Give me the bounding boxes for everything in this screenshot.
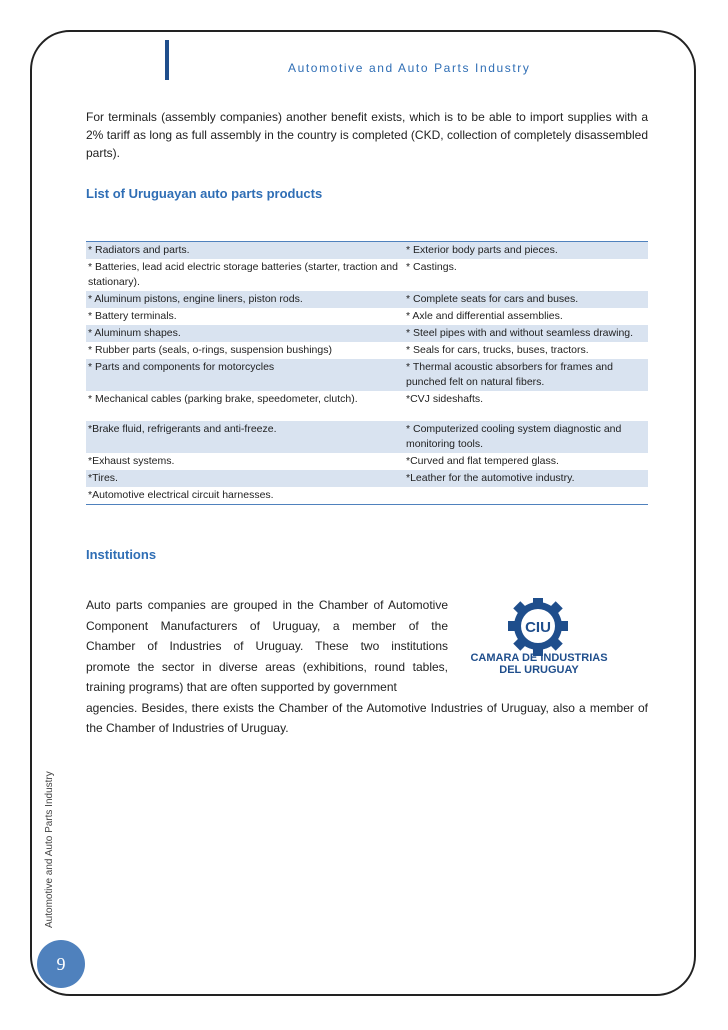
institutions-line: Auto parts companies are grouped in the Chamber of Automotive — [86, 598, 448, 612]
product-cell-left: *Exhaust systems. — [88, 455, 175, 467]
logo-caption-line2: DEL URUGUAY — [499, 664, 579, 676]
product-cell-left: * Aluminum pistons, engine liners, piston rods. — [86, 291, 404, 308]
product-cell-right: * Computerized cooling system diagnostic and monitoring tools. — [404, 421, 648, 453]
page-number: 9 — [37, 940, 85, 988]
product-cell-right — [404, 487, 648, 505]
institutions-line: promote the sector in diverse areas (exhibitions, round tables, — [86, 659, 448, 674]
table-row — [86, 291, 648, 308]
sidebar-running-title: Automotive and Auto Parts Industry — [44, 771, 55, 928]
header-title: Automotive and Auto Parts Industry — [288, 61, 531, 75]
institutions-line: training programs) that are often supported by government — [86, 680, 397, 694]
table-row — [86, 242, 648, 260]
product-cell-left: *Automotive electrical circuit harnesses. — [86, 487, 404, 505]
product-cell-right: *Curved and flat tempered glass. — [406, 455, 559, 467]
table-row — [86, 487, 648, 505]
table-row — [86, 453, 648, 470]
product-cell-right: * Steel pipes with and without seamless drawing. — [404, 325, 648, 342]
table-row — [86, 359, 648, 391]
institutions-line: Component Manufacturers of Uruguay, a member of the — [86, 618, 448, 633]
institutions-tail: agencies. Besides, there exists the Chamber of the Automotive Industries of Uruguay, also a member of the Chamber of Industries of Uruguay. — [86, 700, 648, 735]
product-cell-left: * Parts and components for motorcycles — [86, 359, 404, 391]
header-accent-bar — [165, 40, 169, 80]
product-cell-right: *CVJ sideshafts. — [406, 393, 484, 405]
products-heading: List of Uruguayan auto parts products — [86, 186, 323, 201]
product-cell-right: * Seals for cars, trucks, buses, tractors. — [406, 344, 589, 356]
logo-caption — [460, 652, 618, 676]
product-cell-right: * Thermal acoustic absorbers for frames and punched felt on natural fibers. — [404, 359, 648, 391]
product-cell-right: * Exterior body parts and pieces. — [404, 242, 648, 260]
intro-paragraph: For terminals (assembly companies) another benefit exists, which is to be able to import supplies with a 2% tariff as long as full assembly in the country is completed (CKD, collection of completely disassembled parts). — [86, 110, 648, 160]
institutions-line: Chamber of Industries of Uruguay. These two institutions — [86, 639, 448, 653]
table-row — [86, 325, 648, 342]
product-cell-right: * Castings. — [406, 261, 457, 273]
product-cell-left: * Batteries, lead acid electric storage batteries (starter, traction and stationary). — [88, 261, 398, 288]
institutions-heading: Institutions — [86, 547, 157, 562]
product-cell-left: * Rubber parts (seals, o-rings, suspension bushings) — [88, 344, 332, 356]
product-cell-left: * Aluminum shapes. — [86, 325, 404, 342]
page-border — [30, 30, 696, 996]
table-row — [86, 308, 648, 325]
product-cell-left: *Tires. — [86, 470, 404, 487]
logo-monogram: CIU — [525, 619, 551, 636]
product-cell-right: *Leather for the automotive industry. — [404, 470, 648, 487]
product-cell-left: * Mechanical cables (parking brake, speedometer, clutch). — [88, 393, 358, 405]
product-cell-right: * Axle and differential assemblies. — [406, 310, 563, 322]
products-table — [86, 241, 648, 505]
table-row — [86, 470, 648, 487]
logo-caption-line1: CAMARA DE INDUSTRIAS — [470, 652, 608, 664]
table-row — [86, 259, 648, 291]
table-row — [86, 391, 648, 421]
table-row — [86, 421, 648, 453]
product-cell-right: * Complete seats for cars and buses. — [404, 291, 648, 308]
product-cell-left: * Battery terminals. — [88, 310, 177, 322]
product-cell-left: * Radiators and parts. — [86, 242, 404, 260]
gear-icon — [508, 598, 568, 656]
product-cell-left: *Brake fluid, refrigerants and anti-freeze. — [86, 421, 404, 453]
table-row — [86, 342, 648, 359]
